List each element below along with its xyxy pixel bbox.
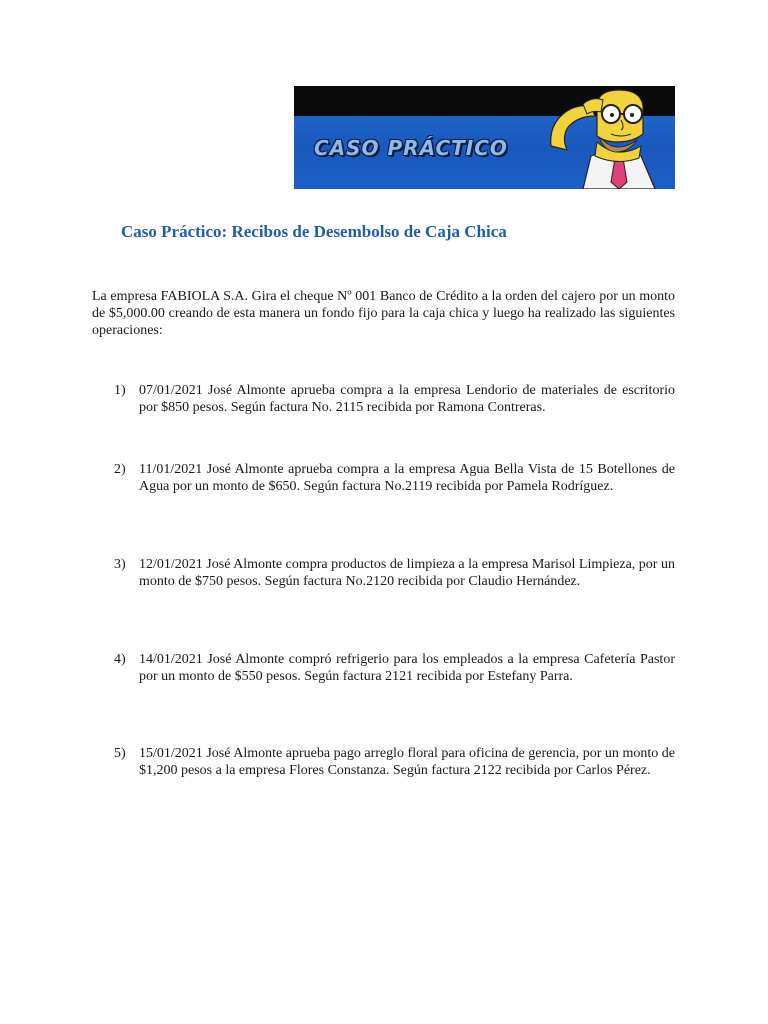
list-item <box>114 651 675 685</box>
list-item-number: 4) <box>114 652 126 667</box>
cartoon-character-icon <box>545 86 675 189</box>
list-item-text: 14/01/2021 José Almonte compró refrigerio para los empleados a la empresa Cafetería Pastor por un monto de $550 pesos. Según factura 2121 recibida por Estefany Parra. <box>139 652 675 684</box>
header-banner <box>294 86 675 189</box>
list-item-text: 15/01/2021 José Almonte aprueba pago arreglo floral para oficina de gerencia, por un monto de $1,200 pesos a la empresa Flores Constanza. Según factura 2122 recibida por Carlos Pérez. <box>139 746 675 778</box>
list-item-number: 5) <box>114 746 126 761</box>
intro-paragraph: La empresa FABIOLA S.A. Gira el cheque Nº 001 Banco de Crédito a la orden del cajero por un monto de $5,000.00 creando de esta manera un fondo fijo para la caja chica y luego ha realizado las siguientes operaciones: <box>92 289 675 338</box>
list-item <box>114 461 675 495</box>
list-item <box>114 382 675 416</box>
list-item-number: 2) <box>114 462 126 477</box>
list-item-text: 11/01/2021 José Almonte aprueba compra a la empresa Agua Bella Vista de 15 Botellones de Agua por un monto de $650. Según factura No.2119 recibida por Pamela Rodríguez. <box>139 462 675 494</box>
list-item-text: 12/01/2021 José Almonte compra productos de limpieza a la empresa Marisol Limpieza, por un monto de $750 pesos. Según factura No.2120 recibida por Claudio Hernández. <box>139 557 675 589</box>
list-item-text: 07/01/2021 José Almonte aprueba compra a la empresa Lendorio de materiales de escritorio por $850 pesos. Según factura No. 2115 recibida por Ramona Contreras. <box>139 383 675 415</box>
list-item <box>114 556 675 590</box>
list-item-number: 1) <box>114 383 126 398</box>
document-title: Caso Práctico: Recibos de Desembolso de Caja Chica <box>121 222 507 241</box>
list-item <box>114 745 675 779</box>
list-item-number: 3) <box>114 557 126 572</box>
banner-title: CASO PRÁCTICO <box>314 136 508 160</box>
